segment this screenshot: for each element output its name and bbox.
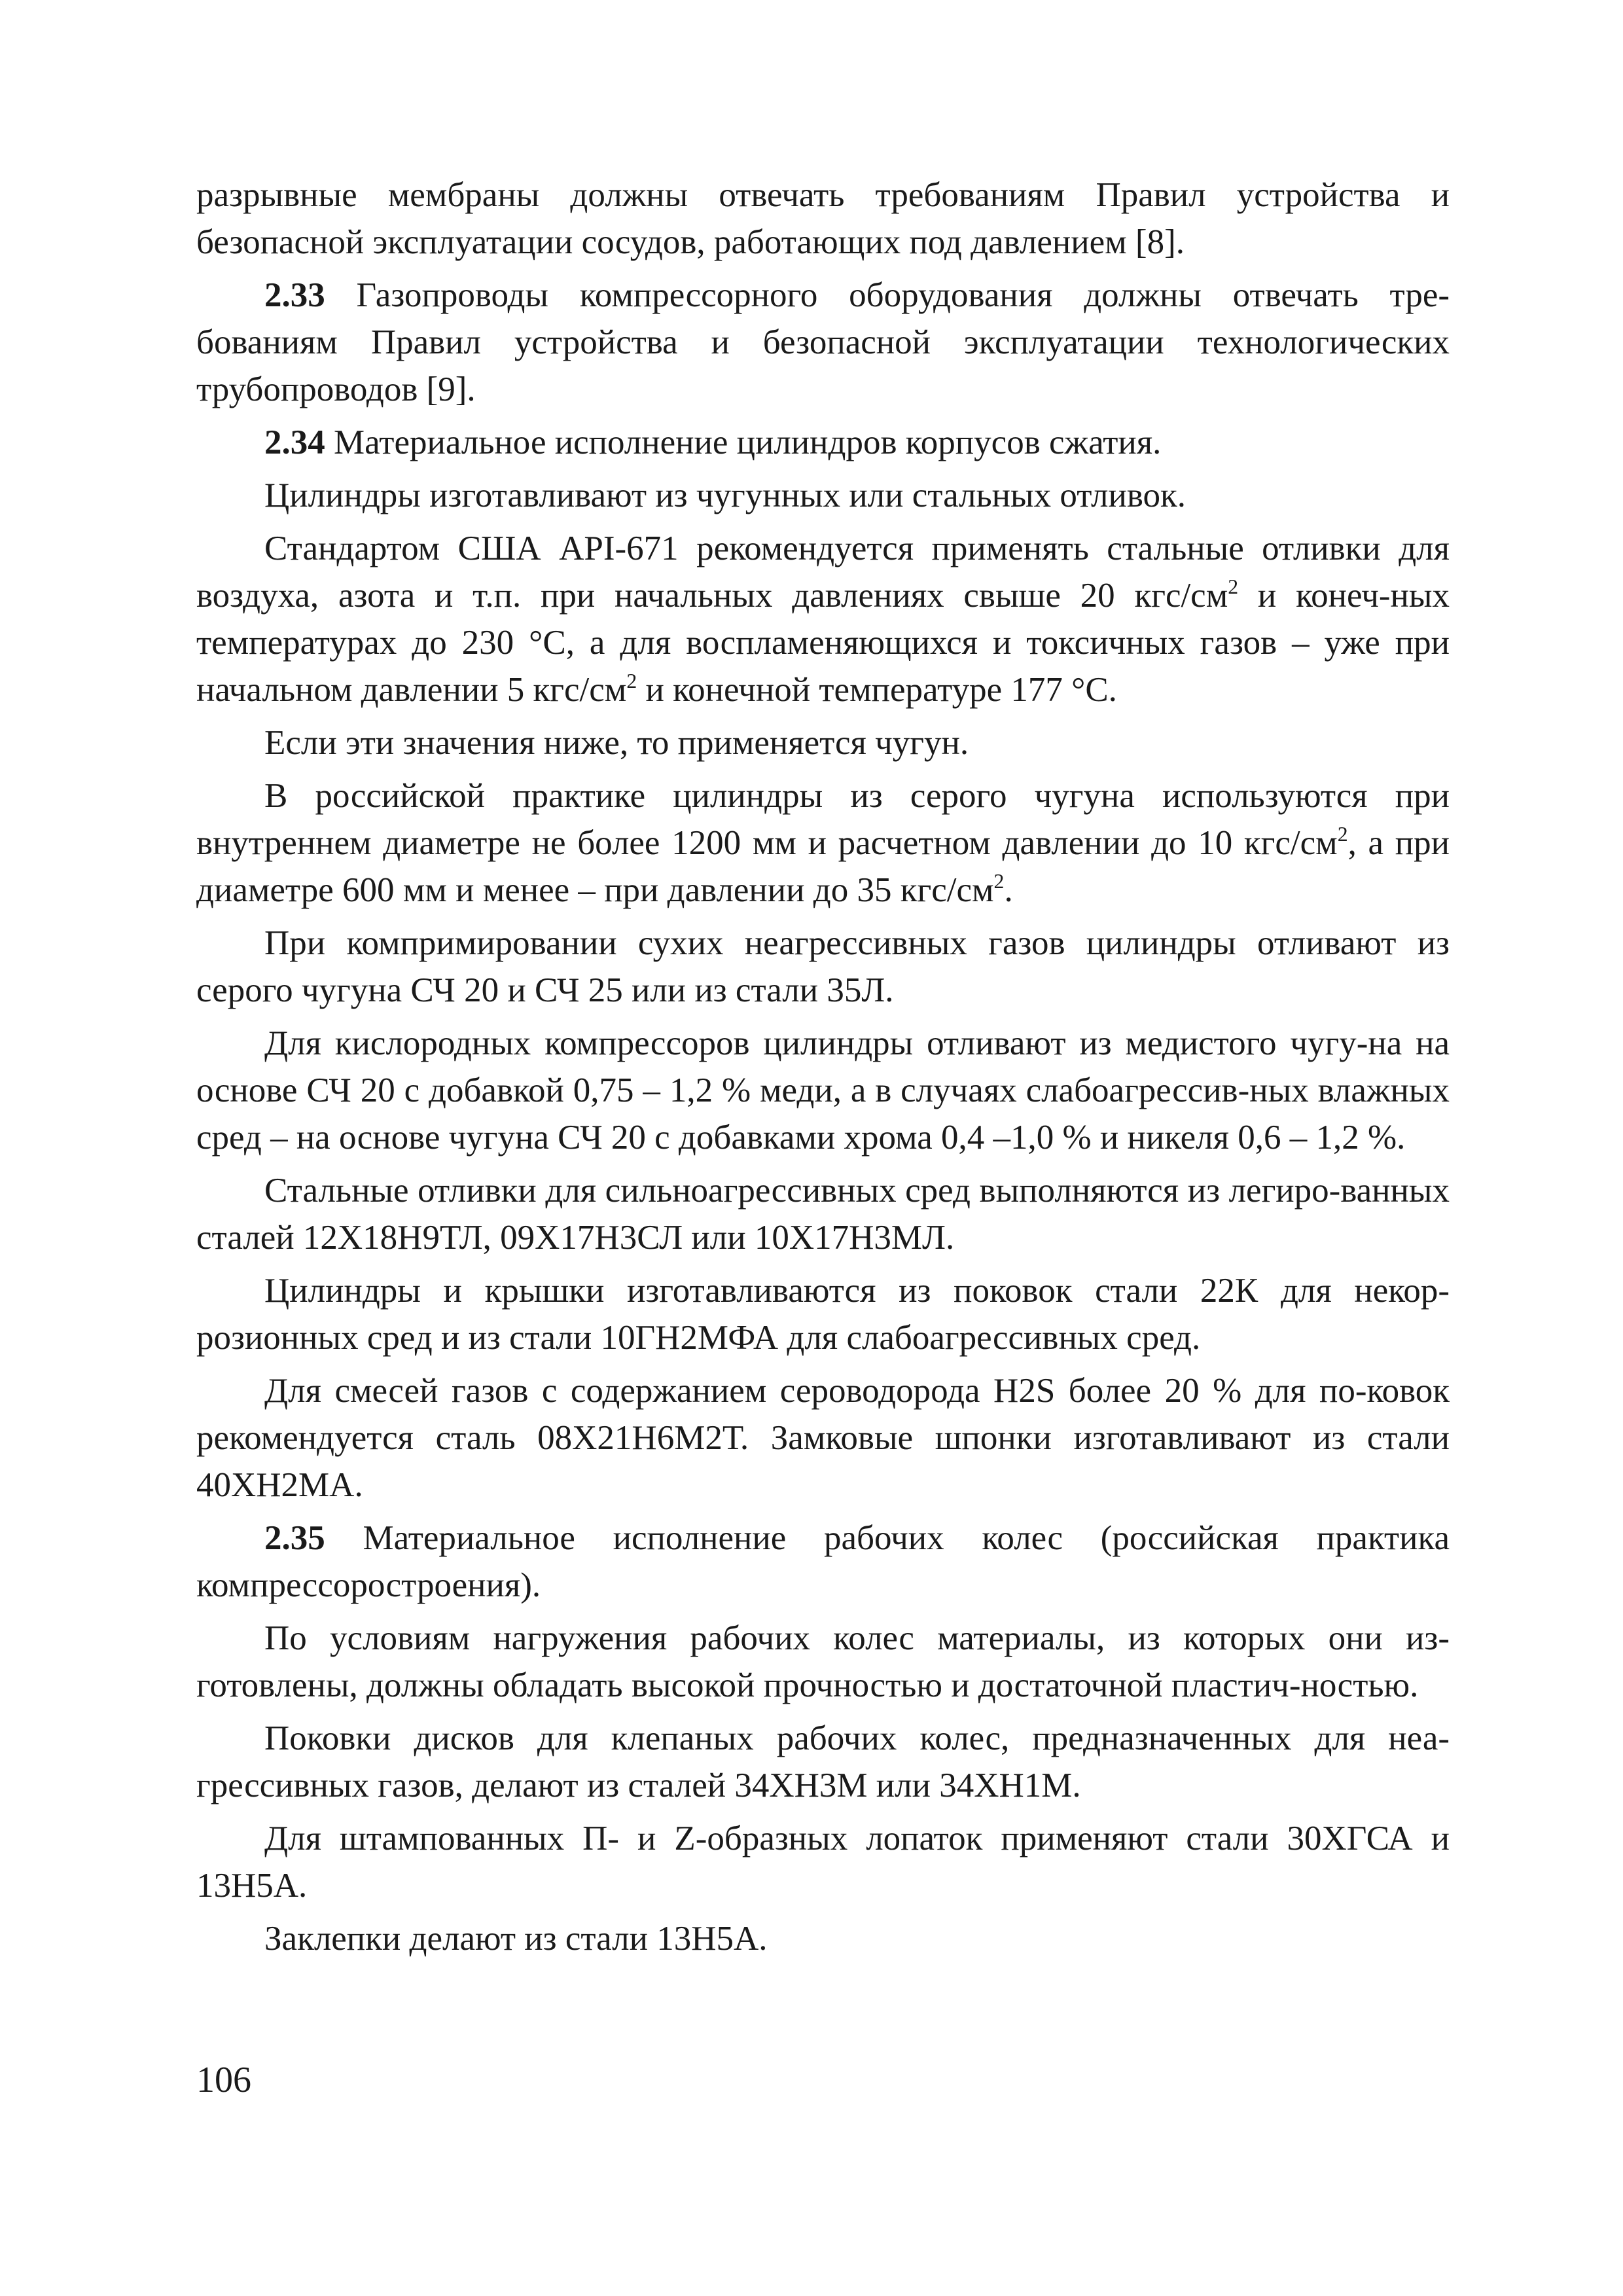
superscript: 2 [1228, 575, 1239, 598]
paragraph [196, 472, 1450, 519]
body-text [196, 171, 1450, 1968]
paragraph-text: и конеч-ных температурах до 230 °С, а для воспламеняющихся и токсичных газов – уже при начальном давлении 5 кгс/см [196, 577, 1450, 709]
paragraph [196, 1615, 1450, 1709]
paragraph-text: В российской практике цилиндры из серого чугуна используются при внутреннем диаметре не более 1200 мм и расчетном давлении до 10 кгс/см [196, 777, 1450, 862]
paragraph [196, 920, 1450, 1014]
paragraph [196, 1267, 1450, 1361]
section-number: 2.34 [264, 423, 325, 461]
paragraph [196, 1715, 1450, 1809]
paragraph-text: Стандартом США API-671 рекомендуется применять стальные отливки для воздуха, азота и т.п. при начальных давлениях свыше 20 кгс/см [196, 529, 1450, 615]
paragraph [196, 1815, 1450, 1909]
paragraph [196, 272, 1450, 413]
paragraph-text: Материальное исполнение рабочих колес (российская практика компрессоростроения). [196, 1519, 1450, 1604]
paragraph-text: Материальное исполнение цилиндров корпусов сжатия. [325, 423, 1162, 461]
paragraph-text: Цилиндры и крышки изготавливаются из поковок стали 22К для некор-розионных сред и из стали 10ГН2МФА для слабоагрессивных сред. [196, 1272, 1450, 1357]
paragraph [196, 419, 1450, 466]
paragraph-text: . [1004, 871, 1013, 909]
superscript: 2 [626, 669, 637, 692]
paragraph [196, 1167, 1450, 1261]
paragraph-text: По условиям нагружения рабочих колес материалы, из которых они из-готовлены, должны обладать высокой прочностью и достаточной пластич-ностью. [196, 1619, 1450, 1704]
section-number: 2.33 [264, 276, 325, 314]
paragraph [196, 1367, 1450, 1509]
paragraph [196, 171, 1450, 266]
paragraph-text: Поковки дисков для клепаных рабочих колес, предназначенных для неа-грессивных газов, делают из сталей 34ХН3М или 34ХН1М. [196, 1719, 1450, 1804]
paragraph-text: разрывные мембраны должны отвечать требованиям Правил устройства и безопасной эксплуатации сосудов, работающих под давлением [8]. [196, 176, 1450, 261]
paragraph [196, 1915, 1450, 1962]
paragraph-text: и конечной температуре 177 °С. [637, 671, 1117, 709]
paragraph-text: Для кислородных компрессоров цилиндры отливают из медистого чугу-на на основе СЧ 20 с добавкой 0,75 – 1,2 % меди, а в случаях слабоагрессив-ных влажных сред – на основе чугуна СЧ 20 с добавками хрома 0,4 –1,0 % и никеля 0,6 – 1,2 %. [196, 1024, 1450, 1157]
paragraph-text: Цилиндры изготавливают из чугунных или стальных отливок. [264, 476, 1186, 514]
paragraph-text: Для смесей газов с содержанием сероводорода H2S более 20 % для по-ковок рекомендуется сталь 08Х21Н6М2Т. Замковые шпонки изготавливают из стали 40ХН2МА. [196, 1372, 1450, 1504]
paragraph-text: Для штампованных П- и Z-образных лопаток применяют стали 30ХГСА и 13Н5А. [196, 1820, 1450, 1905]
paragraph-text: , а при диаметре 600 мм и менее – при давлении до 35 кгс/см [196, 824, 1450, 909]
paragraph-text: Газопроводы компрессорного оборудования должны отвечать тре-бованиям Правил устройства и безопасной эксплуатации технологических трубопроводов [9]. [196, 276, 1450, 408]
paragraph [196, 525, 1450, 713]
superscript: 2 [993, 869, 1005, 893]
paragraph-text: Заклепки делают из стали 13Н5А. [264, 1920, 768, 1958]
paragraph-text: Если эти значения ниже, то применяется чугун. [264, 724, 969, 762]
paragraph-text: При компримировании сухих неагрессивных газов цилиндры отливают из серого чугуна СЧ 20 и СЧ 25 или из стали 35Л. [196, 924, 1450, 1009]
paragraph [196, 772, 1450, 914]
paragraph [196, 1020, 1450, 1161]
page-number: 106 [196, 2060, 251, 2100]
paragraph [196, 719, 1450, 766]
section-number: 2.35 [264, 1519, 325, 1557]
paragraph-text: Стальные отливки для сильноагрессивных сред выполняются из легиро-ванных сталей 12Х18Н9ТЛ, 09Х17Н3СЛ или 10Х17Н3МЛ. [196, 1172, 1450, 1257]
paragraph [196, 1515, 1450, 1609]
superscript: 2 [1337, 822, 1348, 846]
